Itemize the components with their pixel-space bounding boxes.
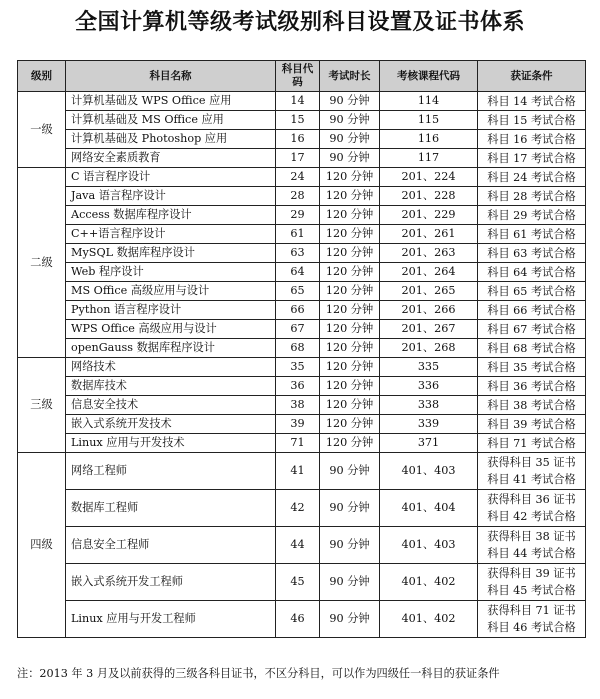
condition-cell: 科目 67 考试合格 — [478, 320, 586, 339]
table-row — [18, 453, 586, 490]
condition-cell: 科目 39 考试合格 — [478, 415, 586, 434]
course-code-cell: 338 — [380, 396, 478, 415]
duration-cell: 120 分钟 — [320, 244, 380, 263]
condition-line: 获得科目 71 证书 — [487, 604, 576, 617]
subject-code-cell: 15 — [276, 111, 320, 130]
subject-name-cell: 嵌入式系统开发技术 — [66, 415, 276, 434]
subject-code-cell: 66 — [276, 301, 320, 320]
subject-name-cell: Python 语言程序设计 — [66, 301, 276, 320]
course-code-cell: 401、403 — [380, 527, 478, 564]
condition-cell: 科目 63 考试合格 — [478, 244, 586, 263]
duration-cell: 120 分钟 — [320, 263, 380, 282]
table-row — [18, 111, 586, 130]
subject-code-cell: 35 — [276, 358, 320, 377]
subject-name-cell: C 语言程序设计 — [66, 168, 276, 187]
duration-cell: 90 分钟 — [320, 453, 380, 490]
subject-name-cell: 计算机基础及 WPS Office 应用 — [66, 92, 276, 111]
course-code-cell: 401、402 — [380, 564, 478, 601]
subject-code-cell: 14 — [276, 92, 320, 111]
header-duration: 考试时长 — [320, 61, 380, 92]
condition-cell: 科目 28 考试合格 — [478, 187, 586, 206]
course-code-cell: 401、403 — [380, 453, 478, 490]
duration-cell: 120 分钟 — [320, 168, 380, 187]
table-row — [18, 601, 586, 638]
condition-cell: 科目 71 考试合格 — [478, 434, 586, 453]
subject-name-cell: 信息安全工程师 — [66, 527, 276, 564]
condition-cell: 科目 68 考试合格 — [478, 339, 586, 358]
table-row — [18, 130, 586, 149]
table-row — [18, 187, 586, 206]
duration-cell: 120 分钟 — [320, 282, 380, 301]
condition-line: 获得科目 39 证书 — [487, 567, 576, 580]
duration-cell: 120 分钟 — [320, 415, 380, 434]
exam-table — [17, 60, 586, 638]
condition-line: 获得科目 36 证书 — [487, 493, 576, 506]
subject-code-cell: 41 — [276, 453, 320, 490]
subject-name-cell: 数据库技术 — [66, 377, 276, 396]
course-code-cell: 201、263 — [380, 244, 478, 263]
condition-line: 科目 46 考试合格 — [487, 621, 576, 634]
table-row — [18, 168, 586, 187]
subject-code-cell: 45 — [276, 564, 320, 601]
condition-cell: 科目 65 考试合格 — [478, 282, 586, 301]
course-code-cell: 116 — [380, 130, 478, 149]
subject-code-cell: 44 — [276, 527, 320, 564]
duration-cell: 120 分钟 — [320, 434, 380, 453]
duration-cell: 90 分钟 — [320, 601, 380, 638]
table-row — [18, 301, 586, 320]
subject-name-cell: WPS Office 高级应用与设计 — [66, 320, 276, 339]
subject-code-cell: 17 — [276, 149, 320, 168]
course-code-cell: 201、267 — [380, 320, 478, 339]
subject-name-cell: 信息安全技术 — [66, 396, 276, 415]
subject-name-cell: MySQL 数据库程序设计 — [66, 244, 276, 263]
condition-cell — [478, 601, 586, 638]
table-row — [18, 244, 586, 263]
subject-code-cell: 28 — [276, 187, 320, 206]
subject-name-cell: Linux 应用与开发工程师 — [66, 601, 276, 638]
condition-cell: 科目 29 考试合格 — [478, 206, 586, 225]
subject-code-cell: 46 — [276, 601, 320, 638]
subject-code-cell: 64 — [276, 263, 320, 282]
condition-cell — [478, 527, 586, 564]
table-row — [18, 490, 586, 527]
duration-cell: 120 分钟 — [320, 187, 380, 206]
level-cell: 二级 — [18, 168, 66, 358]
course-code-cell: 201、266 — [380, 301, 478, 320]
subject-code-cell: 67 — [276, 320, 320, 339]
condition-cell: 科目 14 考试合格 — [478, 92, 586, 111]
subject-code-cell: 29 — [276, 206, 320, 225]
subject-name-cell: Linux 应用与开发技术 — [66, 434, 276, 453]
subject-name-cell: Access 数据库程序设计 — [66, 206, 276, 225]
table-row — [18, 320, 586, 339]
subject-name-cell: 计算机基础及 MS Office 应用 — [66, 111, 276, 130]
duration-cell: 90 分钟 — [320, 490, 380, 527]
condition-line: 获得科目 38 证书 — [487, 530, 576, 543]
subject-name-cell: 网络安全素质教育 — [66, 149, 276, 168]
duration-cell: 120 分钟 — [320, 225, 380, 244]
duration-cell: 90 分钟 — [320, 111, 380, 130]
table-row — [18, 377, 586, 396]
subject-code-cell: 65 — [276, 282, 320, 301]
duration-cell: 120 分钟 — [320, 320, 380, 339]
header-code: 科目代码 — [276, 61, 320, 92]
course-code-cell: 336 — [380, 377, 478, 396]
course-code-cell: 201、229 — [380, 206, 478, 225]
duration-cell: 90 分钟 — [320, 92, 380, 111]
header-course: 考核课程代码 — [380, 61, 478, 92]
table-row — [18, 396, 586, 415]
course-code-cell: 115 — [380, 111, 478, 130]
table-row — [18, 434, 586, 453]
condition-line: 科目 41 考试合格 — [487, 473, 576, 486]
table-row — [18, 415, 586, 434]
course-code-cell: 201、228 — [380, 187, 478, 206]
exam-table-container — [17, 60, 585, 638]
subject-name-cell: 网络工程师 — [66, 453, 276, 490]
condition-cell: 科目 66 考试合格 — [478, 301, 586, 320]
subject-name-cell: C++语言程序设计 — [66, 225, 276, 244]
condition-cell: 科目 16 考试合格 — [478, 130, 586, 149]
table-row — [18, 92, 586, 111]
subject-code-cell: 36 — [276, 377, 320, 396]
condition-cell: 科目 35 考试合格 — [478, 358, 586, 377]
subject-code-cell: 42 — [276, 490, 320, 527]
duration-cell: 120 分钟 — [320, 396, 380, 415]
course-code-cell: 201、265 — [380, 282, 478, 301]
course-code-cell: 201、268 — [380, 339, 478, 358]
duration-cell: 90 分钟 — [320, 564, 380, 601]
condition-cell: 科目 61 考试合格 — [478, 225, 586, 244]
course-code-cell: 117 — [380, 149, 478, 168]
subject-name-cell: 嵌入式系统开发工程师 — [66, 564, 276, 601]
subject-code-cell: 68 — [276, 339, 320, 358]
course-code-cell: 335 — [380, 358, 478, 377]
condition-cell — [478, 564, 586, 601]
course-code-cell: 339 — [380, 415, 478, 434]
condition-cell — [478, 453, 586, 490]
duration-cell: 120 分钟 — [320, 358, 380, 377]
table-row — [18, 339, 586, 358]
subject-name-cell: openGauss 数据库程序设计 — [66, 339, 276, 358]
course-code-cell: 401、402 — [380, 601, 478, 638]
subject-name-cell: 计算机基础及 Photoshop 应用 — [66, 130, 276, 149]
header-name: 科目名称 — [66, 61, 276, 92]
duration-cell: 120 分钟 — [320, 206, 380, 225]
duration-cell: 120 分钟 — [320, 301, 380, 320]
subject-name-cell: 网络技术 — [66, 358, 276, 377]
subject-name-cell: 数据库工程师 — [66, 490, 276, 527]
level-cell: 四级 — [18, 453, 66, 638]
subject-name-cell: MS Office 高级应用与设计 — [66, 282, 276, 301]
duration-cell: 90 分钟 — [320, 149, 380, 168]
condition-line: 科目 44 考试合格 — [487, 547, 576, 560]
table-row — [18, 564, 586, 601]
course-code-cell: 201、224 — [380, 168, 478, 187]
subject-name-cell: Web 程序设计 — [66, 263, 276, 282]
condition-cell: 科目 24 考试合格 — [478, 168, 586, 187]
condition-cell: 科目 64 考试合格 — [478, 263, 586, 282]
duration-cell: 120 分钟 — [320, 377, 380, 396]
condition-line: 获得科目 35 证书 — [487, 456, 576, 469]
condition-cell: 科目 36 考试合格 — [478, 377, 586, 396]
condition-cell: 科目 38 考试合格 — [478, 396, 586, 415]
page-title: 全国计算机等级考试级别科目设置及证书体系 — [74, 10, 525, 35]
table-row — [18, 206, 586, 225]
duration-cell: 90 分钟 — [320, 130, 380, 149]
subject-code-cell: 63 — [276, 244, 320, 263]
course-code-cell: 371 — [380, 434, 478, 453]
subject-code-cell: 39 — [276, 415, 320, 434]
table-row — [18, 358, 586, 377]
footnote: 注：2013 年 3 月及以前获得的三级各科目证书，不区分科目，可以作为四级任一科目的获证条件 — [17, 667, 500, 680]
table-header-row — [18, 61, 586, 92]
table-row — [18, 149, 586, 168]
subject-code-cell: 38 — [276, 396, 320, 415]
condition-line: 科目 42 考试合格 — [487, 510, 576, 523]
level-cell: 三级 — [18, 358, 66, 453]
course-code-cell: 201、264 — [380, 263, 478, 282]
table-row — [18, 282, 586, 301]
table-row — [18, 527, 586, 564]
condition-line: 科目 45 考试合格 — [487, 584, 576, 597]
table-row — [18, 263, 586, 282]
condition-cell: 科目 15 考试合格 — [478, 111, 586, 130]
course-code-cell: 201、261 — [380, 225, 478, 244]
course-code-cell: 114 — [380, 92, 478, 111]
level-cell: 一级 — [18, 92, 66, 168]
subject-name-cell: Java 语言程序设计 — [66, 187, 276, 206]
table-row — [18, 225, 586, 244]
condition-cell: 科目 17 考试合格 — [478, 149, 586, 168]
duration-cell: 120 分钟 — [320, 339, 380, 358]
subject-code-cell: 71 — [276, 434, 320, 453]
header-condition: 获证条件 — [478, 61, 586, 92]
condition-cell — [478, 490, 586, 527]
subject-code-cell: 24 — [276, 168, 320, 187]
duration-cell: 90 分钟 — [320, 527, 380, 564]
header-level: 级别 — [18, 61, 66, 92]
table-body — [18, 92, 586, 638]
subject-code-cell: 61 — [276, 225, 320, 244]
course-code-cell: 401、404 — [380, 490, 478, 527]
subject-code-cell: 16 — [276, 130, 320, 149]
